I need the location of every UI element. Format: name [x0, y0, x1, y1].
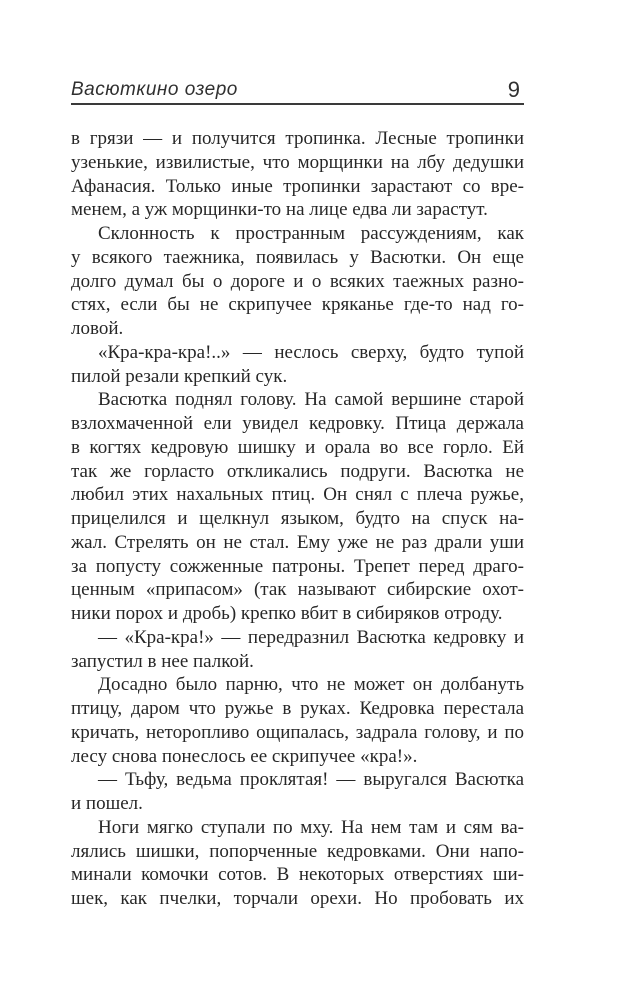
text-line: так же горласто откликались подруги. Васютка не [71, 460, 524, 482]
text-line: ловой. [71, 318, 124, 339]
text-line: ники порох и дробь) крепко вбит в сибиряков отроду. [71, 603, 503, 624]
paragraph [71, 626, 524, 674]
text-line: кричать, неторопливо ощипалась, задрала голову, и по [71, 721, 524, 743]
text-line: Ноги мягко ступали по мху. На нем там и сям ва- [98, 816, 524, 838]
text-line: пилой резали крепкий сук. [71, 365, 288, 387]
text-line: ценным «припасом» (так называют сибирские охот- [71, 579, 524, 601]
text-line: в когтях кедровую шишку и орала во все горло. Ей [71, 436, 524, 458]
text-line: запустил в нее палкой. [71, 650, 254, 672]
paragraph [71, 388, 524, 626]
text-line: жал. Стрелять он не стал. Ему уже не раз драли уши [71, 531, 524, 553]
text-line: стях, если бы не скрипучее кряканье где-то над го- [71, 294, 524, 316]
paragraph [71, 768, 524, 816]
text-line: шек, как пчелки, торчали орехи. Но пробовать их [71, 888, 524, 909]
text-line: Васютка поднял голову. На самой вершине старой [98, 389, 524, 411]
text-line: взлохмаченной ели увидел кедровку. Птица держала [71, 413, 524, 434]
text-line: лесу снова понеслось ее скрипучее «кра!». [71, 745, 418, 767]
text-line: лялись шишки, попорченные кедровками. Они напо- [71, 840, 524, 862]
paragraph [71, 341, 524, 389]
text-line: любил этих нахальных птиц. Он снял с плеча ружье, [71, 484, 524, 506]
text-line: за попусту сожженные патроны. Трепет перед драго- [71, 555, 524, 577]
text-line: Афанасия. Только иные тропинки зарастают со вре- [71, 175, 524, 197]
text-line: в грязи — и получится тропинка. Лесные тропинки [71, 128, 524, 149]
text-line: менем, а уж морщинки-то на лице едва ли зарастут. [71, 199, 488, 221]
paragraph [71, 127, 524, 222]
page-header [71, 74, 524, 102]
text-line: Досадно было парню, что не может он долбануть [98, 674, 524, 696]
paragraph [71, 673, 524, 768]
text-line: узенькие, извилистые, что морщинки на лбу дедушки [71, 151, 524, 173]
page-number: 9 [507, 77, 520, 102]
header-rule [71, 103, 524, 105]
text-line: у всякого таежника, появилась у Васютки. Он еще [71, 246, 524, 268]
text-line: прицелился и щелкнул языком, будто на спуск на- [71, 508, 524, 529]
running-title: Васюткино озеро [71, 79, 238, 100]
text-line: долго думал бы о дороге и о всяких таежных разно- [71, 270, 524, 292]
text-line: «Кра-кра-кра!..» — неслось сверху, будто тупой [98, 341, 524, 363]
paragraph [71, 816, 524, 911]
text-line: Склонность к пространным рассуждениям, как [98, 223, 524, 244]
text-line: — «Кра-кра!» — передразнил Васютка кедровку и [98, 626, 524, 648]
text-line: птицу, даром что ружье в руках. Кедровка перестала [71, 698, 524, 719]
text-line: — Тьфу, ведьма проклятая! — выругался Васютка [98, 769, 524, 791]
page-text [71, 127, 524, 911]
text-line: и пошел. [71, 793, 143, 814]
paragraph [71, 222, 524, 341]
text-line: минали комочки сотов. В некоторых отверстиях ши- [71, 864, 524, 886]
